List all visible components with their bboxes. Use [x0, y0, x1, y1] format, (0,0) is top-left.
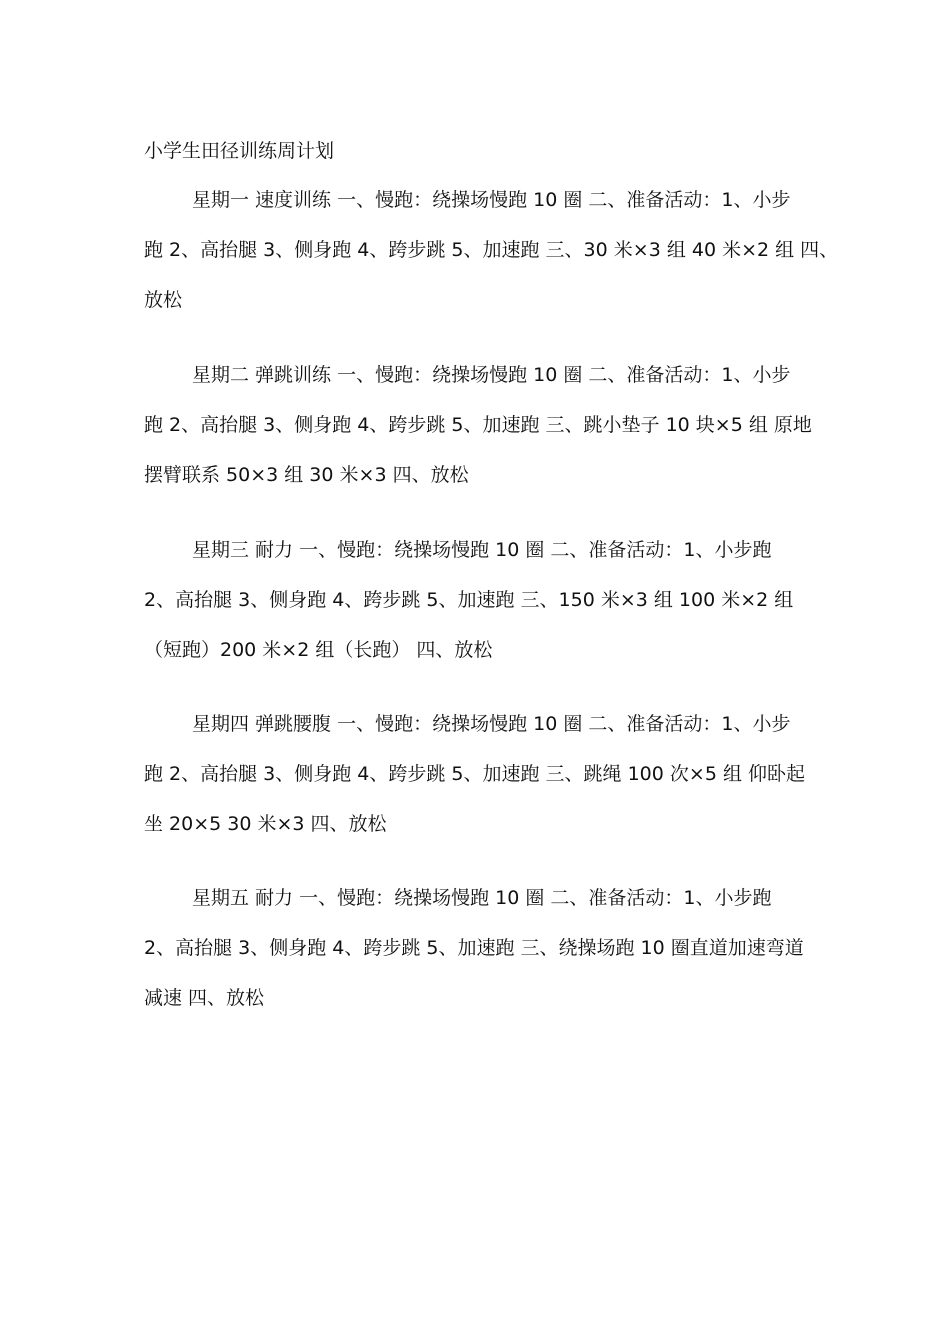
paragraph-line: （短跑）200 米×2 组（长跑） 四、放松: [144, 639, 493, 661]
paragraph-tuesday: [144, 361, 824, 511]
paragraph-friday: [144, 884, 824, 1034]
paragraph-line: 放松: [144, 289, 183, 311]
paragraph-line: 星期一 速度训练 一、慢跑：绕操场慢跑 10 圈 二、准备活动：1、小步: [192, 189, 791, 211]
paragraph-line: 减速 四、放松: [144, 987, 265, 1009]
document-title: 小学生田径训练周计划: [144, 140, 335, 162]
paragraph-thursday: [144, 710, 824, 860]
paragraph-line: 星期二 弹跳训练 一、慢跑：绕操场慢跑 10 圈 二、准备活动：1、小步: [192, 364, 791, 386]
paragraph-line: 星期五 耐力 一、慢跑：绕操场慢跑 10 圈 二、准备活动：1、小步跑: [192, 887, 772, 909]
paragraph-line: 坐 20×5 30 米×3 四、放松: [144, 813, 387, 835]
paragraph-line: 2、高抬腿 3、侧身跑 4、跨步跳 5、加速跑 三、150 米×3 组 100 米×2 组: [144, 589, 794, 611]
paragraph-line: 摆臂联系 50×3 组 30 米×3 四、放松: [144, 464, 469, 486]
paragraph-line: 跑 2、高抬腿 3、侧身跑 4、跨步跳 5、加速跑 三、30 米×3 组 40 米×2 组 四、: [144, 239, 839, 261]
paragraph-line: 跑 2、高抬腿 3、侧身跑 4、跨步跳 5、加速跑 三、跳小垫子 10 块×5 组 原地: [144, 414, 812, 436]
paragraph-line: 跑 2、高抬腿 3、侧身跑 4、跨步跳 5、加速跑 三、跳绳 100 次×5 组 仰卧起: [144, 763, 805, 785]
paragraph-line: 星期三 耐力 一、慢跑：绕操场慢跑 10 圈 二、准备活动：1、小步跑: [192, 539, 772, 561]
paragraph-line: 2、高抬腿 3、侧身跑 4、跨步跳 5、加速跑 三、绕操场跑 10 圈直道加速弯道: [144, 937, 804, 959]
paragraph-monday: [144, 186, 839, 336]
paragraph-wednesday: [144, 536, 824, 686]
paragraph-line: 星期四 弹跳腰腹 一、慢跑：绕操场慢跑 10 圈 二、准备活动：1、小步: [192, 713, 791, 735]
